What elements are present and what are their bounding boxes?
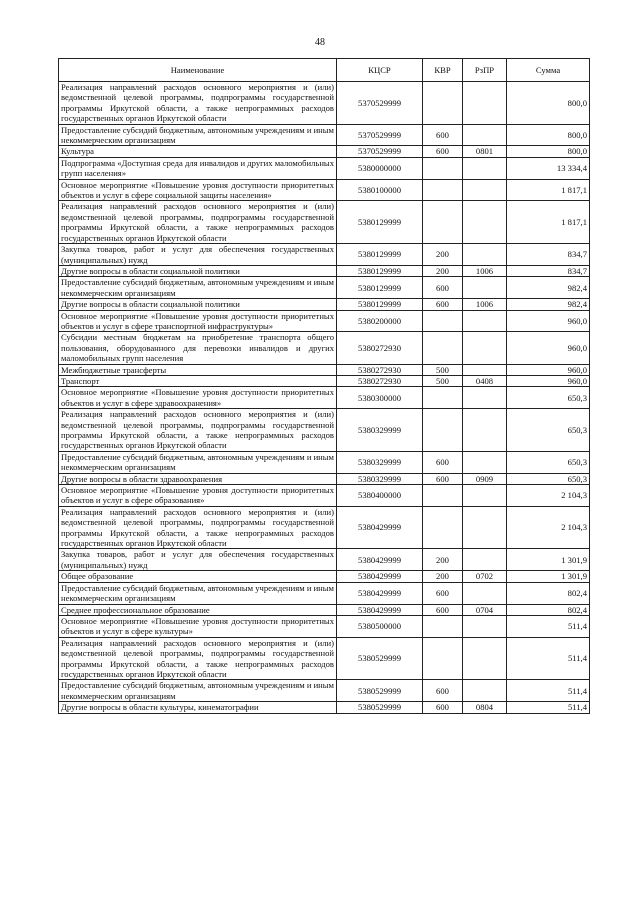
cell-sum: 650,3 — [507, 473, 590, 484]
cell-kcsr: 5380329999 — [337, 473, 423, 484]
cell-rzpr: 0909 — [463, 473, 507, 484]
cell-kvr: 200 — [423, 571, 463, 582]
cell-name: Реализация направлений расходов основного мероприятия и (или) ведомственной целевой программы, подпрограммы государственной программы Иркутской области, а также непрограммных расходов государственных органов Иркутской области — [59, 637, 337, 680]
cell-name: Предоставление субсидий бюджетным, автономным учреждениям и иным некоммерческим организациям — [59, 451, 337, 473]
cell-kvr: 600 — [423, 604, 463, 615]
cell-name: Основное мероприятие «Повышение уровня доступности приоритетных объектов и услуг в сфере здравоохранения» — [59, 387, 337, 409]
cell-name: Культура — [59, 146, 337, 157]
cell-kcsr: 5380429999 — [337, 582, 423, 604]
cell-sum: 802,4 — [507, 604, 590, 615]
cell-rzpr — [463, 387, 507, 409]
table-row — [59, 702, 590, 713]
cell-name: Межбюджетные трансферты — [59, 364, 337, 375]
table-header-row — [59, 59, 590, 82]
cell-rzpr — [463, 451, 507, 473]
cell-sum: 511,4 — [507, 680, 590, 702]
cell-rzpr: 0702 — [463, 571, 507, 582]
table-row — [59, 473, 590, 484]
column-header-kvr: КВР — [423, 59, 463, 82]
cell-name: Другие вопросы в области культуры, кинематографии — [59, 702, 337, 713]
cell-name: Закупка товаров, работ и услуг для обеспечения государственных (муниципальных) нужд — [59, 549, 337, 571]
cell-kvr — [423, 615, 463, 637]
cell-kcsr: 5380200000 — [337, 310, 423, 332]
cell-kvr — [423, 332, 463, 364]
cell-name: Другие вопросы в области социальной политики — [59, 265, 337, 276]
table-row — [59, 582, 590, 604]
table-row — [59, 364, 590, 375]
cell-sum: 2 104,3 — [507, 485, 590, 507]
table-row — [59, 387, 590, 409]
table-row — [59, 571, 590, 582]
page-number: 48 — [315, 37, 325, 48]
cell-rzpr — [463, 277, 507, 299]
cell-sum: 1 301,9 — [507, 549, 590, 571]
cell-kcsr: 5380000000 — [337, 157, 423, 179]
cell-rzpr — [463, 244, 507, 266]
cell-kcsr: 5380129999 — [337, 277, 423, 299]
cell-kvr: 600 — [423, 124, 463, 146]
cell-sum: 13 334,4 — [507, 157, 590, 179]
cell-sum: 802,4 — [507, 582, 590, 604]
cell-sum: 800,0 — [507, 146, 590, 157]
cell-kvr: 200 — [423, 549, 463, 571]
cell-kcsr: 5380429999 — [337, 506, 423, 549]
cell-sum: 2 104,3 — [507, 506, 590, 549]
cell-name: Основное мероприятие «Повышение уровня доступности приоритетных объектов и услуг в сфере социальной защиты населения» — [59, 179, 337, 201]
table-row — [59, 82, 590, 125]
cell-rzpr: 1006 — [463, 299, 507, 310]
cell-rzpr — [463, 637, 507, 680]
table-row — [59, 506, 590, 549]
cell-kcsr: 5380429999 — [337, 549, 423, 571]
cell-kvr — [423, 310, 463, 332]
cell-rzpr — [463, 157, 507, 179]
cell-sum: 511,4 — [507, 702, 590, 713]
cell-rzpr — [463, 485, 507, 507]
table-row — [59, 615, 590, 637]
cell-name: Транспорт — [59, 375, 337, 386]
cell-kvr — [423, 409, 463, 452]
table-row — [59, 485, 590, 507]
column-header-name: Наименование — [59, 59, 337, 82]
cell-rzpr: 0804 — [463, 702, 507, 713]
cell-kcsr: 5380529999 — [337, 680, 423, 702]
cell-sum: 960,0 — [507, 375, 590, 386]
cell-rzpr — [463, 310, 507, 332]
cell-rzpr: 0408 — [463, 375, 507, 386]
table-row — [59, 265, 590, 276]
cell-sum: 982,4 — [507, 277, 590, 299]
cell-kcsr: 5380500000 — [337, 615, 423, 637]
table-row — [59, 549, 590, 571]
cell-kcsr: 5380129999 — [337, 299, 423, 310]
table-row — [59, 299, 590, 310]
cell-name: Субсидии местным бюджетам на приобретение транспорта общего пользования, оборудованного для перевозки инвалидов и других маломобильных групп населения — [59, 332, 337, 364]
cell-name: Закупка товаров, работ и услуг для обеспечения государственных (муниципальных) нужд — [59, 244, 337, 266]
cell-kvr — [423, 387, 463, 409]
cell-kvr — [423, 485, 463, 507]
cell-rzpr — [463, 82, 507, 125]
cell-kvr: 600 — [423, 277, 463, 299]
cell-name: Основное мероприятие «Повышение уровня доступности приоритетных объектов и услуг в сфере культуры» — [59, 615, 337, 637]
table-body — [59, 82, 590, 714]
cell-name: Предоставление субсидий бюджетным, автономным учреждениям и иным некоммерческим организациям — [59, 124, 337, 146]
column-header-kcsr: КЦСР — [337, 59, 423, 82]
budget-table — [58, 58, 590, 714]
table-row — [59, 310, 590, 332]
table-row — [59, 146, 590, 157]
cell-sum: 511,4 — [507, 637, 590, 680]
cell-name: Предоставление субсидий бюджетным, автономным учреждениям и иным некоммерческим организациям — [59, 277, 337, 299]
cell-sum: 960,0 — [507, 364, 590, 375]
table-row — [59, 604, 590, 615]
cell-name: Основное мероприятие «Повышение уровня доступности приоритетных объектов и услуг в сфере транспортной инфраструктуры» — [59, 310, 337, 332]
cell-kcsr: 5380529999 — [337, 702, 423, 713]
cell-rzpr — [463, 506, 507, 549]
cell-rzpr — [463, 332, 507, 364]
cell-kvr: 600 — [423, 299, 463, 310]
cell-name: Реализация направлений расходов основного мероприятия и (или) ведомственной целевой программы, подпрограммы государственной программы Иркутской области, а также непрограммных расходов государственных органов Иркутской области — [59, 201, 337, 244]
cell-kcsr: 5380400000 — [337, 485, 423, 507]
cell-kvr: 600 — [423, 582, 463, 604]
cell-rzpr — [463, 409, 507, 452]
column-header-sum: Сумма — [507, 59, 590, 82]
cell-kcsr: 5380429999 — [337, 571, 423, 582]
cell-kvr — [423, 157, 463, 179]
cell-rzpr — [463, 124, 507, 146]
cell-kcsr: 5380329999 — [337, 451, 423, 473]
table-row — [59, 409, 590, 452]
cell-sum: 650,3 — [507, 387, 590, 409]
cell-name: Среднее профессиональное образование — [59, 604, 337, 615]
cell-name: Общее образование — [59, 571, 337, 582]
cell-kcsr: 5380272930 — [337, 332, 423, 364]
cell-rzpr — [463, 179, 507, 201]
cell-name: Предоставление субсидий бюджетным, автономным учреждениям и иным некоммерческим организациям — [59, 680, 337, 702]
cell-sum: 834,7 — [507, 244, 590, 266]
cell-kcsr: 5380429999 — [337, 604, 423, 615]
table-row — [59, 124, 590, 146]
cell-kvr — [423, 637, 463, 680]
table-row — [59, 179, 590, 201]
table-row — [59, 451, 590, 473]
cell-sum: 982,4 — [507, 299, 590, 310]
cell-kcsr: 5380329999 — [337, 409, 423, 452]
cell-kcsr: 5380300000 — [337, 387, 423, 409]
cell-kcsr: 5380129999 — [337, 244, 423, 266]
cell-kvr: 500 — [423, 375, 463, 386]
table-row — [59, 201, 590, 244]
cell-rzpr — [463, 364, 507, 375]
cell-name: Предоставление субсидий бюджетным, автономным учреждениям и иным некоммерческим организациям — [59, 582, 337, 604]
cell-kcsr: 5370529999 — [337, 146, 423, 157]
cell-rzpr — [463, 680, 507, 702]
cell-kvr: 500 — [423, 364, 463, 375]
cell-sum: 960,0 — [507, 332, 590, 364]
cell-sum: 1 817,1 — [507, 201, 590, 244]
table-row — [59, 332, 590, 364]
cell-name: Другие вопросы в области социальной политики — [59, 299, 337, 310]
cell-name: Реализация направлений расходов основного мероприятия и (или) ведомственной целевой программы, подпрограммы государственной программы Иркутской области, а также непрограммных расходов государственных органов Иркутской области — [59, 506, 337, 549]
table-row — [59, 637, 590, 680]
cell-rzpr — [463, 201, 507, 244]
cell-kvr — [423, 82, 463, 125]
cell-rzpr: 0801 — [463, 146, 507, 157]
cell-kvr: 200 — [423, 244, 463, 266]
cell-name: Реализация направлений расходов основного мероприятия и (или) ведомственной целевой программы, подпрограммы государственной программы Иркутской области, а также непрограммных расходов государственных органов Иркутской области — [59, 82, 337, 125]
cell-rzpr — [463, 615, 507, 637]
cell-kvr — [423, 201, 463, 244]
cell-sum: 960,0 — [507, 310, 590, 332]
cell-kvr — [423, 179, 463, 201]
cell-kvr: 600 — [423, 702, 463, 713]
table-row — [59, 157, 590, 179]
cell-sum: 834,7 — [507, 265, 590, 276]
cell-kcsr: 5380129999 — [337, 201, 423, 244]
cell-rzpr — [463, 582, 507, 604]
cell-kvr: 600 — [423, 451, 463, 473]
cell-rzpr — [463, 549, 507, 571]
cell-kcsr: 5380272930 — [337, 364, 423, 375]
cell-sum: 800,0 — [507, 124, 590, 146]
cell-sum: 1 301,9 — [507, 571, 590, 582]
cell-kvr — [423, 506, 463, 549]
cell-kvr: 600 — [423, 473, 463, 484]
cell-name: Подпрограмма «Доступная среда для инвалидов и других маломобильных групп населения» — [59, 157, 337, 179]
cell-kcsr: 5380529999 — [337, 637, 423, 680]
table-row — [59, 244, 590, 266]
column-header-rzpr: РзПР — [463, 59, 507, 82]
cell-kvr: 200 — [423, 265, 463, 276]
cell-name: Другие вопросы в области здравоохранения — [59, 473, 337, 484]
cell-name: Основное мероприятие «Повышение уровня доступности приоритетных объектов и услуг в сфере образования» — [59, 485, 337, 507]
table-row — [59, 375, 590, 386]
cell-kcsr: 5380272930 — [337, 375, 423, 386]
cell-kcsr: 5370529999 — [337, 124, 423, 146]
cell-kcsr: 5370529999 — [337, 82, 423, 125]
cell-sum: 511,4 — [507, 615, 590, 637]
cell-sum: 650,3 — [507, 409, 590, 452]
cell-sum: 1 817,1 — [507, 179, 590, 201]
table-row — [59, 277, 590, 299]
cell-rzpr: 1006 — [463, 265, 507, 276]
cell-rzpr: 0704 — [463, 604, 507, 615]
cell-kvr: 600 — [423, 680, 463, 702]
cell-name: Реализация направлений расходов основного мероприятия и (или) ведомственной целевой программы, подпрограммы государственной программы Иркутской области, а также непрограммных расходов государственных органов Иркутской области — [59, 409, 337, 452]
cell-kcsr: 5380100000 — [337, 179, 423, 201]
cell-sum: 650,3 — [507, 451, 590, 473]
table-row — [59, 680, 590, 702]
cell-kvr: 600 — [423, 146, 463, 157]
cell-kcsr: 5380129999 — [337, 265, 423, 276]
cell-sum: 800,0 — [507, 82, 590, 125]
